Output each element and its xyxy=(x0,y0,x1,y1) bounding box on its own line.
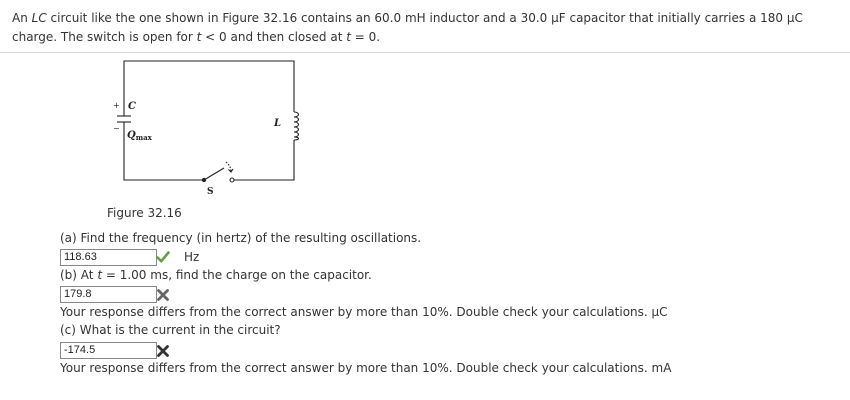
figure-caption: Figure 32.16 xyxy=(107,206,182,220)
answer-a-input[interactable]: 118.63 xyxy=(60,249,157,266)
label-c: C xyxy=(128,101,136,112)
label-qmax: Qmax xyxy=(127,130,152,142)
unit-a: Hz xyxy=(184,250,200,264)
checkmark-icon xyxy=(156,250,170,264)
divider xyxy=(0,52,850,53)
answer-b-input[interactable]: 179.8 xyxy=(60,286,157,303)
x-mark-icon xyxy=(156,344,170,358)
label-l: L xyxy=(274,118,282,129)
problem-statement: An LC circuit like the one shown in Figure 32.16 contains an 60.0 mH inductor and a 30.0 µF capacitor that initially carries a 180 µC charge. The switch is open for t < 0 and then closed at t = 0. xyxy=(12,11,803,44)
answer-c-input[interactable]: -174.5 xyxy=(60,342,157,359)
feedback-c: Your response differs from the correct answer by more than 10%. Double check your calculations. mA xyxy=(60,361,672,375)
question-c: (c) What is the current in the circuit? xyxy=(60,323,281,337)
question-a: (a) Find the frequency (in hertz) of the resulting oscillations. xyxy=(60,231,422,245)
label-minus: − xyxy=(113,124,120,133)
x-mark-icon xyxy=(156,288,170,302)
label-s: S xyxy=(207,187,214,196)
question-b: (b) At t = 1.00 ms, find the charge on the capacitor. xyxy=(60,268,372,282)
lc-circuit-figure xyxy=(108,56,308,196)
feedback-b: Your response differs from the correct answer by more than 10%. Double check your calculations. µC xyxy=(60,305,668,319)
label-plus: + xyxy=(113,101,120,110)
